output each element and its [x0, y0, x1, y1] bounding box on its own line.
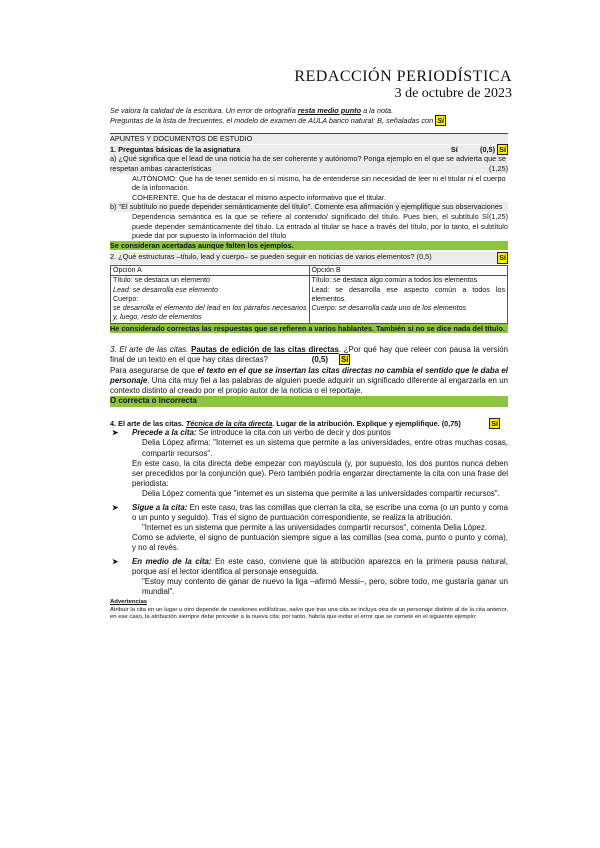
- yes-mark: Sí: [437, 115, 445, 125]
- q3-verdict: O correcta o incorrecta: [110, 396, 508, 406]
- q1-autonomo: AUTÓNOMO: Que ha de tener sentido en sí mismo, ha de entenderse sin necesidad de leer ni el titular ni el cuerpo de la información.: [132, 173, 506, 193]
- q4-bullet-1: ➤ Precede a la cita: Se introduce la cita con un verbo de decir y dos puntos Delia López afirma: "Internet es un sistema que permite a las universidades, entre otras muchas cosas, compartir recursos". En este caso, la cita directa debe empezar con mayúscula (y, por supuesto, los dos puntos nunca deben ser precedidos por la conjunción que). Pero también podría engarzar directamente la cita con una frase del periodista: Delia López comenta que "internet es un sistema que permite a las universidades compartir recursos".: [112, 428, 508, 499]
- section-title: APUNTES Y DOCUMENTOS DE ESTUDIO: [110, 133, 508, 144]
- option-b-body: Título: se destaca algo común a todos los elementos Lead: se desarrolla ese aspecto común a todos los elementos. Cuerpo: se desarrolla cada uno de los elementos: [309, 276, 508, 323]
- q3-answer: Para asegurarse de que el texto en el que se insertan las citas directas no cambia el sentido que le daba el personaje. Una cita muy fiel a las palabras de alguien puede adquirir un significado diferente al engarzarla en un contexto distinto al creado por el propio autor de la noticia o el reportaje.: [110, 365, 508, 396]
- yes-mark: Sí: [491, 418, 499, 428]
- q1-b: b) "El subtítulo no puede depender semánticamente del título". Comente esa afirmación y ejemplifique sus observaciones (1,25): [110, 202, 508, 221]
- arrow-bullet-icon: ➤: [112, 502, 119, 512]
- document-body: [110, 106, 508, 622]
- q1-title: 1. Preguntas básicas de la asignatura: [110, 144, 241, 154]
- yes-mark: Sí: [499, 144, 506, 154]
- q2-title: 2. ¿Qué estructuras –título, lead y cuerpo– se pueden seguir en noticias de varios elementos? (0,5): [110, 252, 432, 262]
- intro-line-2: Preguntas de la lista de frecuentes, el modelo de examen de AULA banco natural: B, señaladas con Sí: [110, 115, 445, 125]
- q4-title: 4. El arte de las citas. Técnica de la cita directa. Lugar de la atribución. Explique y ejemplifique. (0,75) Sí: [110, 418, 499, 428]
- yes-mark: Sí: [499, 253, 506, 263]
- advertencias-heading: Advertencias: [110, 599, 147, 606]
- q4-bullet-3: ➤ En medio de la cita: En este caso, conviene que la atribución aparezca en la primera pausa natural, porque así el lector identifica al personaje enseguida. "Estoy muy contento de ganar de nuevo la liga –afirmó Messi–, pero, sobre todo, me gustaría ganar un mundial".: [112, 556, 508, 597]
- arrow-bullet-icon: ➤: [112, 428, 119, 438]
- option-a-body: Título: se destaca un elemento Lead: se desarrolla ese elemento Cuerpo: se desarrolla el elemento del lead en los párrafos necesarios y, luego, resto de elementos: [111, 276, 310, 323]
- q2-options-table: [110, 265, 508, 324]
- option-a-head: Opción A: [111, 265, 310, 275]
- q2-title-row: [110, 252, 508, 264]
- arrow-bullet-icon: ➤: [112, 556, 119, 566]
- intro-line-1: Se valora la calidad de la escritura. Un error de ortografía resta medio punto a la nota.: [110, 106, 394, 115]
- q1-verdict: Se consideran acertadas aunque falten los ejemplos.: [110, 241, 508, 251]
- advertencias-text: Atribuir la cita en un lugar u otro depende de cuestiones estilísticas, salvo que tras una cita se incluya otra de un personaje distinto al de la cita anterior, en ese caso, la atribución siempre debe proceder a la nueva cita; por tanto, habría que evitar el error que se comete en el siguiente ejemplo:: [110, 606, 508, 621]
- q3-question: 3. El arte de las citas. Pautas de edición de las citas directas. ¿Por qué hay que releer con pausa la versión final de un texto en el que hay citas directas? (0,5) Sí: [110, 345, 508, 365]
- q2-verdict: He considerado correctas las respuestas que se refieren a varios hablantes. También si no se dice nada del título.: [110, 324, 508, 334]
- document-date: 3 de octubre de 2023: [394, 86, 512, 101]
- q1-title-row: 1. Preguntas básicas de la asignatura Sí (0,5) Sí: [110, 144, 506, 154]
- q1-a: a) ¿Qué significa que el lead de una noticia ha de ser coherente y autónomo? Ponga ejemplo en el que se advierta que se respetan ambas características (1,25): [110, 154, 508, 173]
- q4-bullet-2: ➤ Sigue a la cita: En este caso, tras las comillas que cierran la cita, se escribe una coma (o un punto y coma o un punto y seguido). Tras el signo de puntuación correspondiente, se realiza la atribución. "Internet es un sistema que permite a las universidades compartir recursos", comenta Delia López. Como se advierte, el signo de puntuación siempre sigue a las comillas (sea coma, punto o punto y coma), y no al revés.: [112, 502, 508, 553]
- q1-coherente: COHERENTE. Que ha de destacar el mismo aspecto informativo que el titular.: [132, 192, 386, 202]
- q1-dependencia: Dependencia semántica es la que se refiere al contenido/ significado del título. Pues bien, el subtítulo SÍ puede depender semánticamente del título. La entrada al titular se hace a través del título, por lo tanto, el subtítulo puede dar por supuesto la información del título: [132, 211, 508, 241]
- yes-mark: Sí: [340, 355, 349, 365]
- option-b-head: Opción B: [309, 265, 508, 275]
- document-title: REDACCIÓN PERIODÍSTICA: [294, 68, 512, 85]
